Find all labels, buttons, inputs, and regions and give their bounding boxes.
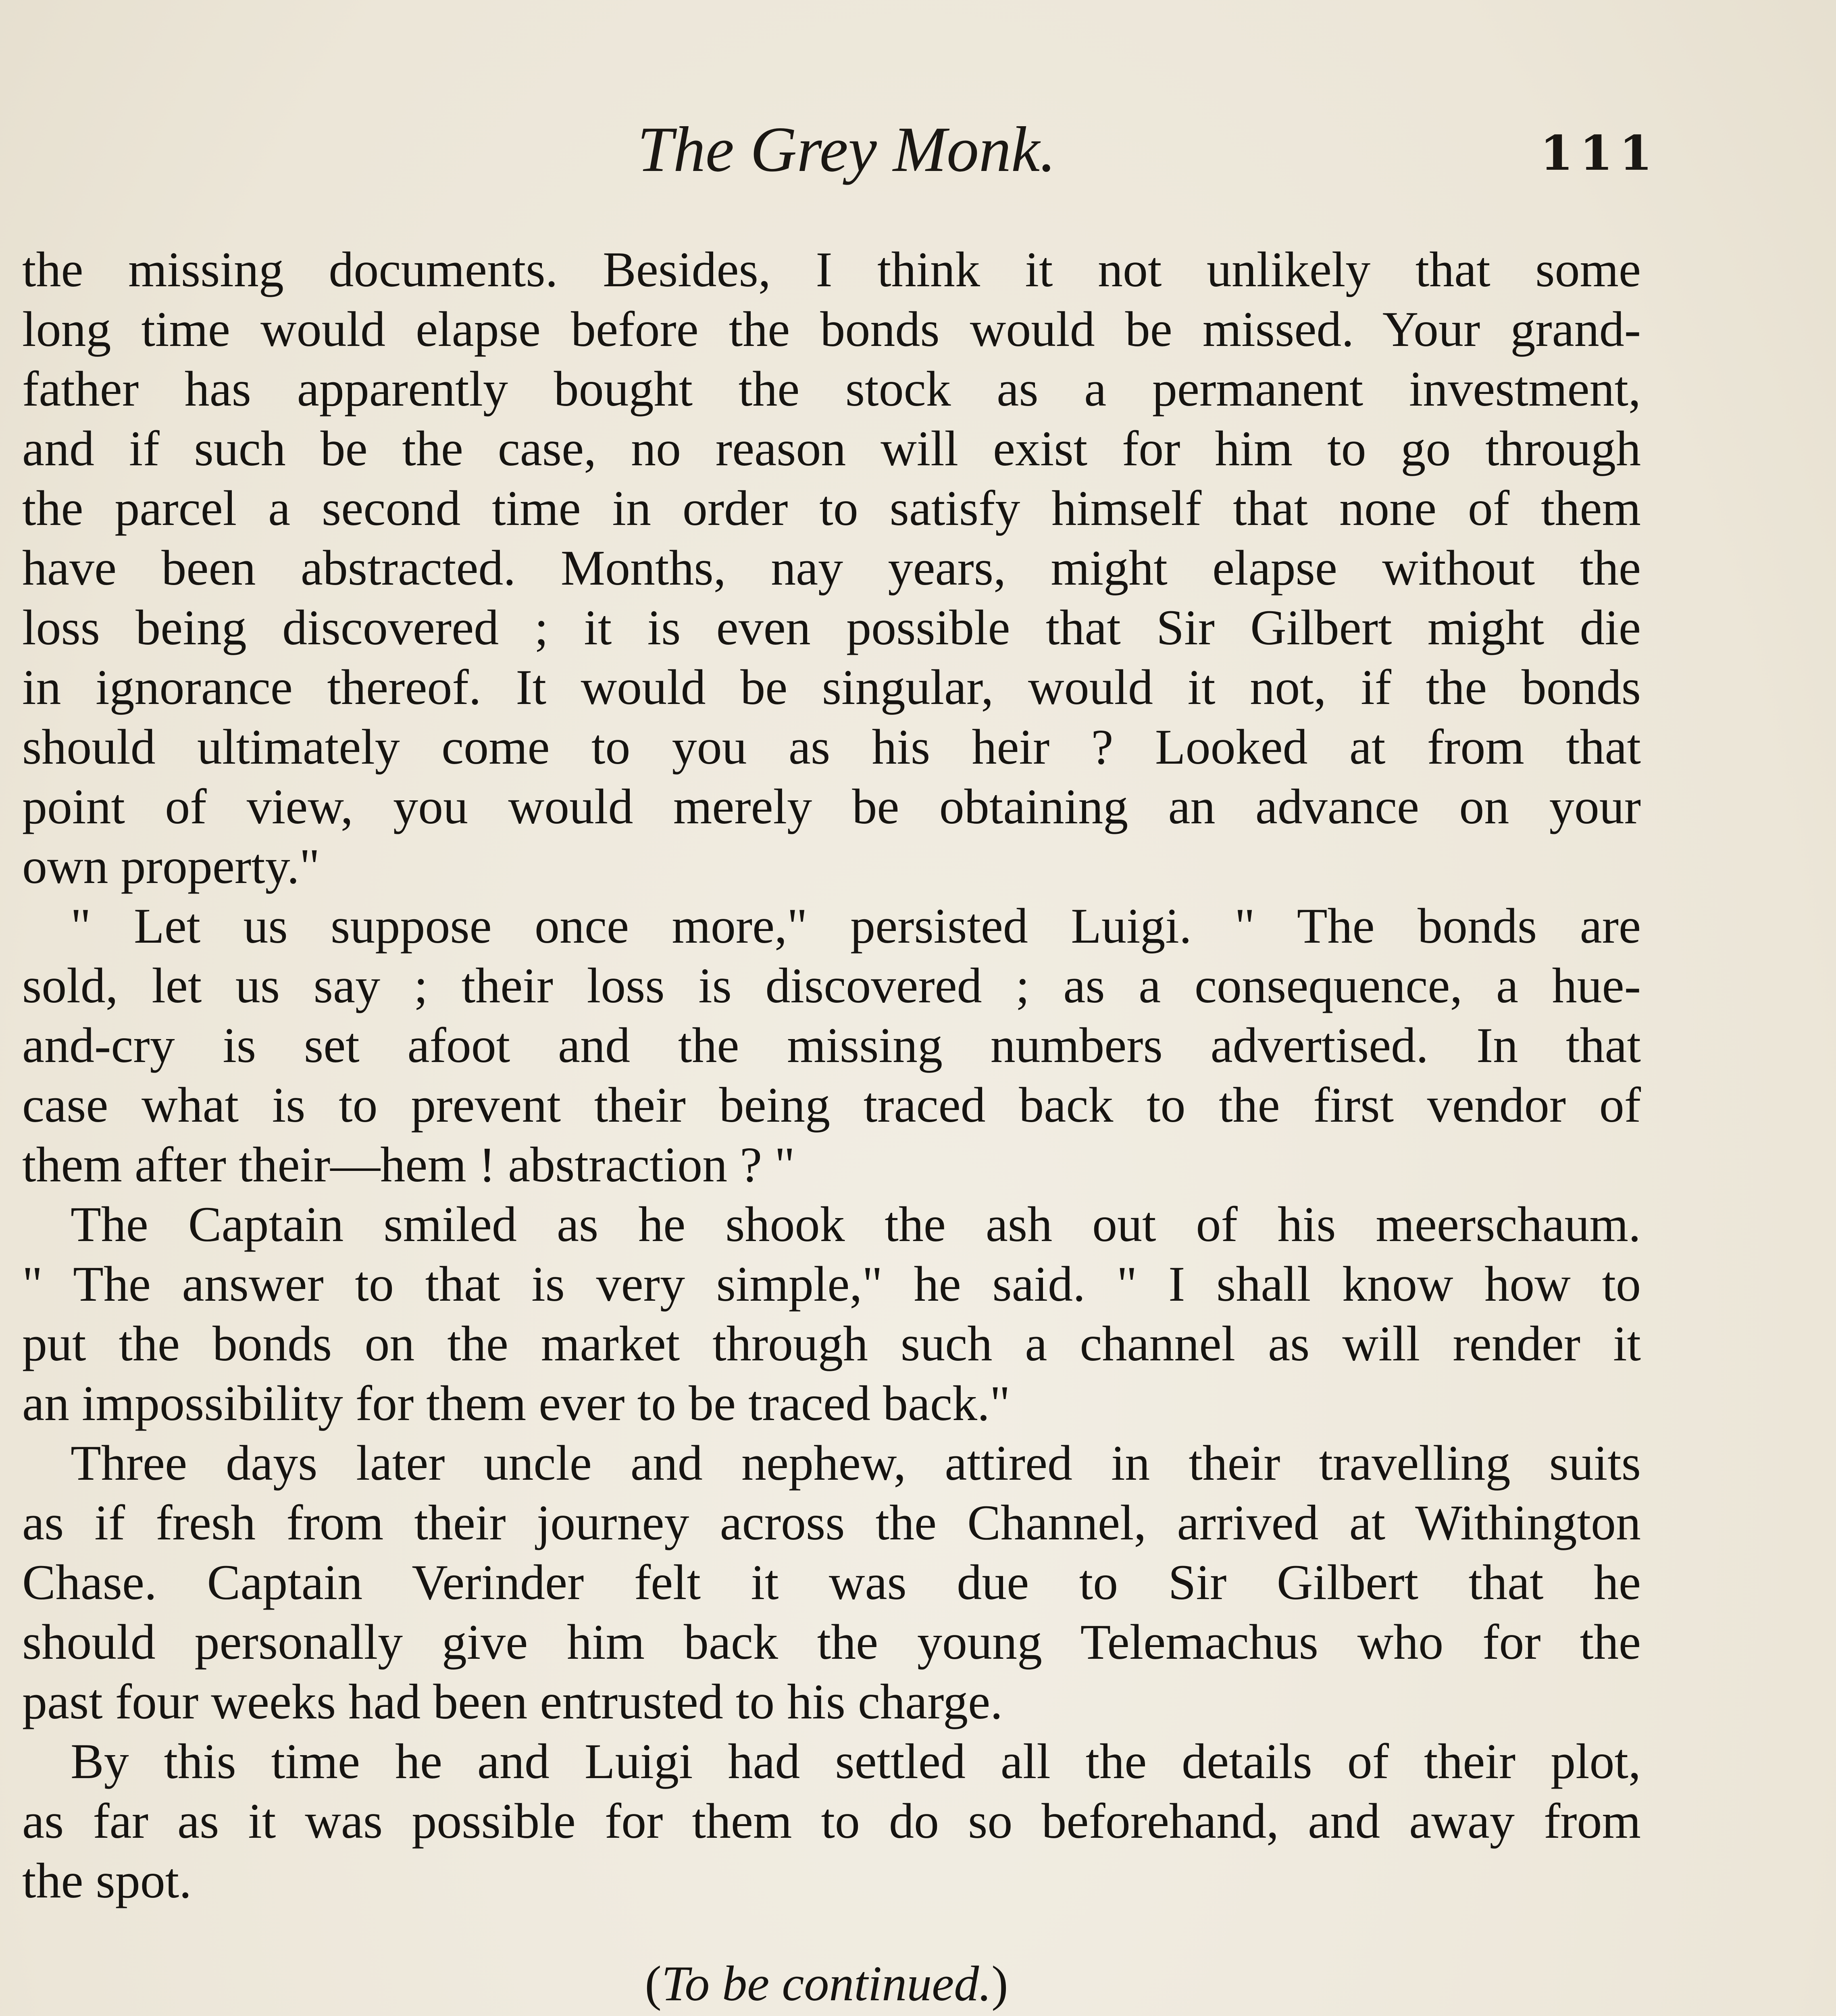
text-line: case what is to prevent their being traced back to the first vendor of	[22, 1077, 1641, 1133]
text-line: father has apparently bought the stock as a permanent investment,	[22, 361, 1641, 417]
text-line: have been abstracted. Months, nay years, might elapse without the	[22, 540, 1641, 596]
page-number: 111	[1540, 125, 1659, 181]
text-line: and if such be the case, no reason will exist for him to go through	[22, 421, 1641, 476]
text-line: should personally give him back the young Telemachus who for the	[22, 1614, 1641, 1670]
text-line: point of view, you would merely be obtaining an advance on your	[22, 779, 1641, 834]
text-line: should ultimately come to you as his heir ? Looked at from that	[22, 719, 1641, 775]
text-line: " Let us suppose once more," persisted Luigi. " The bonds are	[71, 898, 1641, 954]
text-line: the missing documents. Besides, I think it not unlikely that some	[22, 242, 1641, 297]
running-head-title: The Grey Monk.	[637, 113, 1056, 185]
text-line: By this time he and Luigi had settled all the details of their plot,	[71, 1734, 1641, 1789]
text-line: long time would elapse before the bonds would be missed. Your grand-	[22, 302, 1641, 357]
text-line: the spot.	[22, 1853, 192, 1908]
text-line: loss being discovered ; it is even possible that Sir Gilbert might die	[22, 600, 1641, 655]
text-line: the parcel a second time in order to satisfy himself that none of them	[22, 481, 1641, 536]
continued-text: To be continued.	[661, 1956, 992, 2011]
text-line: own property."	[22, 839, 320, 894]
text-line: " The answer to that is very simple," he said. " I shall know how to	[22, 1256, 1641, 1312]
body-text	[22, 240, 1641, 1911]
text-line: put the bonds on the market through such a channel as will render it	[22, 1316, 1641, 1371]
to-be-continued	[403, 1951, 1250, 2016]
text-line: Chase. Captain Verinder felt it was due to Sir Gilbert that he	[22, 1555, 1641, 1610]
continued-close-paren: )	[991, 1956, 1008, 2011]
text-line: past four weeks had been entrusted to his charge.	[22, 1674, 1003, 1729]
text-line: Three days later uncle and nephew, attired in their travelling suits	[71, 1435, 1641, 1491]
text-line: them after their—hem ! abstraction ? "	[22, 1137, 795, 1192]
text-line: The Captain smiled as he shook the ash out of his meerschaum.	[71, 1197, 1641, 1252]
text-line: in ignorance thereof. It would be singular, would it not, if the bonds	[22, 660, 1641, 715]
text-line: as if fresh from their journey across the Channel, arrived at Withington	[22, 1495, 1641, 1550]
text-line: an impossibility for them ever to be traced back."	[22, 1376, 1010, 1431]
text-line: and-cry is set afoot and the missing numbers advertised. In that	[22, 1018, 1641, 1073]
continued-open-paren: (	[645, 1956, 662, 2011]
text-line: sold, let us say ; their loss is discovered ; as a consequence, a hue-	[22, 958, 1641, 1013]
text-line: as far as it was possible for them to do so beforehand, and away from	[22, 1793, 1641, 1849]
